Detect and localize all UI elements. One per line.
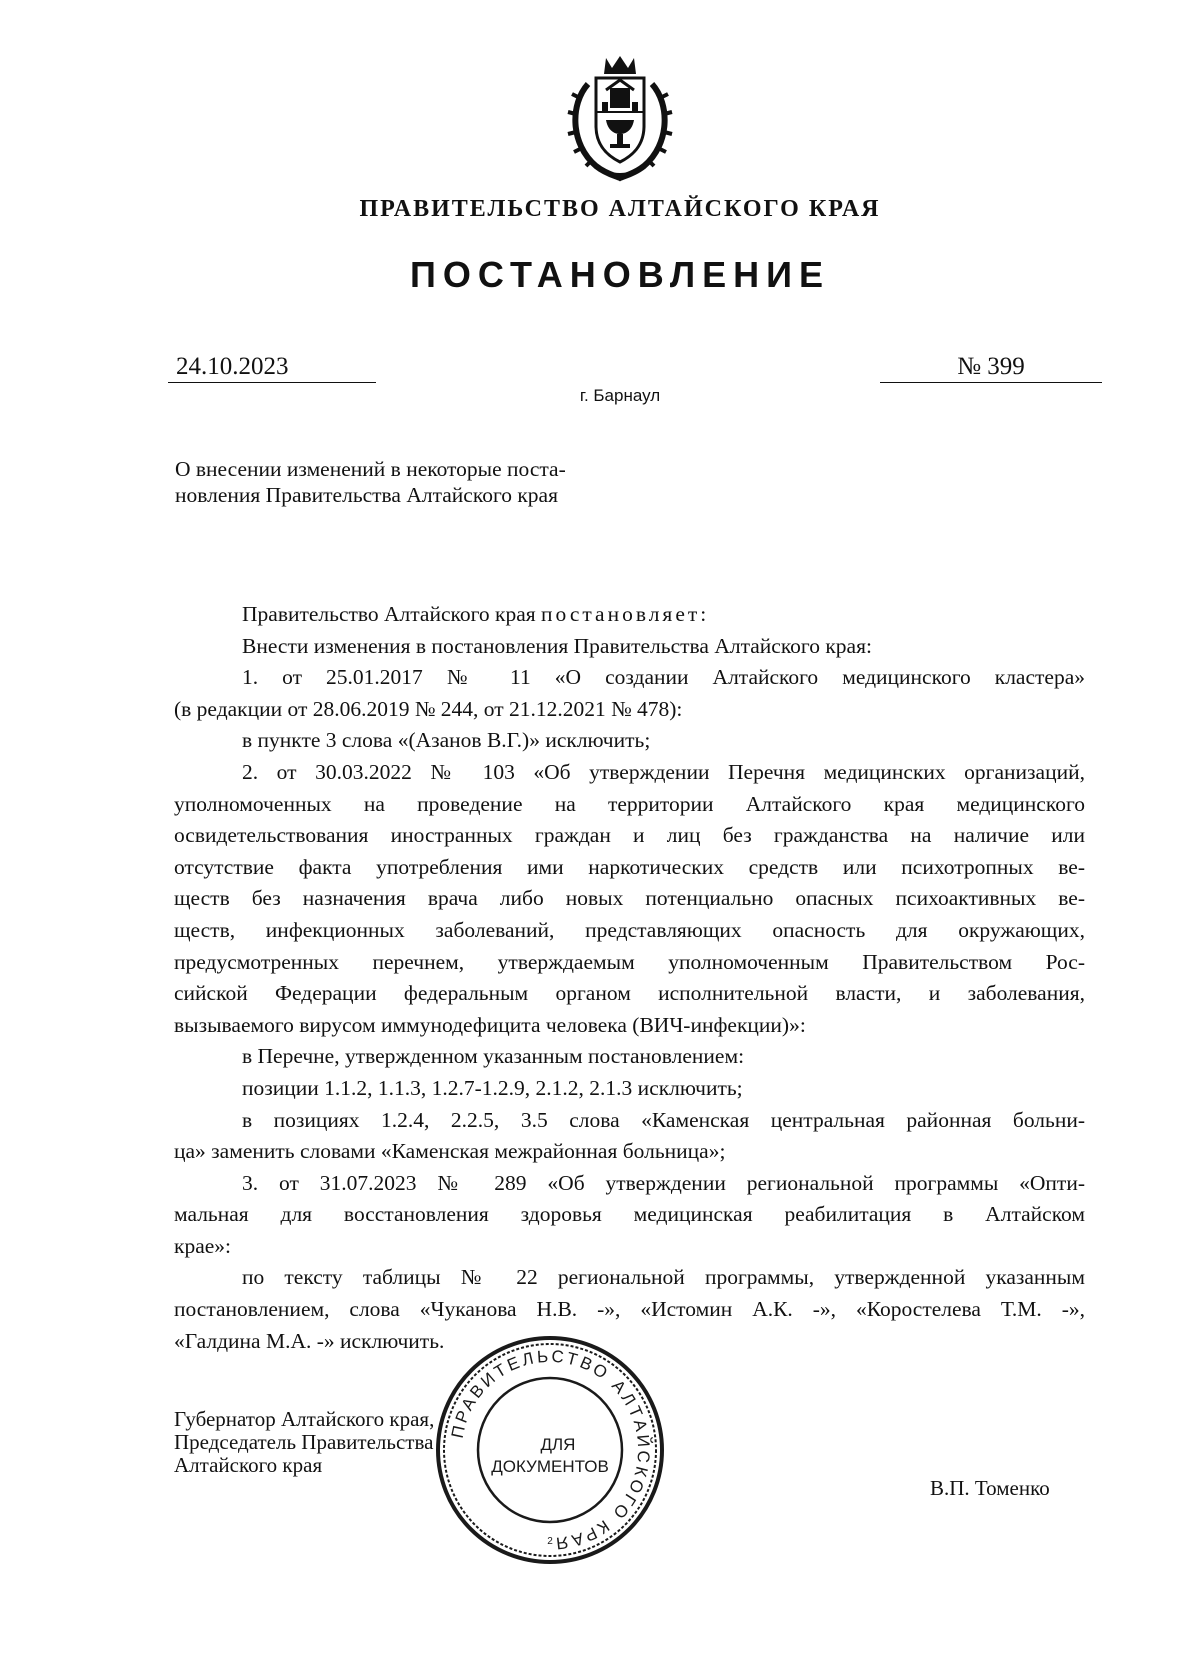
- body-line: сийской Федерации федеральным органом исполнительной власти, и заболевания,: [174, 981, 1085, 1006]
- body-line: в пункте 3 слова «(Азанов В.Г.)» исключить;: [242, 728, 651, 753]
- seal-ring-text: ПРАВИТЕЛЬСТВО АЛТАЙСКОГО КРАЯ: [447, 1346, 654, 1554]
- document-city: г. Барнаул: [579, 386, 661, 405]
- signatory-title-line: Губернатор Алтайского края,: [174, 1407, 435, 1431]
- seal-center-line: ДОКУМЕНТОВ: [491, 1457, 609, 1476]
- body-line: «Галдина М.А. -» исключить.: [174, 1328, 445, 1353]
- resolves-colon: :: [700, 602, 707, 626]
- seal-number: 2: [547, 1536, 553, 1547]
- signatory-title-line: Алтайского края: [174, 1453, 323, 1477]
- body-line: освидетельствования иностранных граждан и лиц без гражданства на наличие или: [174, 823, 1085, 848]
- body-line: в Перечне, утвержденном указанным постановлением:: [242, 1044, 745, 1069]
- body-line: отсутствие факта употребления ими наркотических средств или психотропных ве-: [174, 854, 1085, 879]
- body-line: уполномоченных на проведение на территории Алтайского края медицинского: [174, 791, 1085, 816]
- body-line: ществ, инфекционных заболеваний, представляющих опасность для окружающих,: [174, 917, 1085, 942]
- body-line: постановлением, слова «Чуканова Н.В. -», «Истомин А.К. -», «Коростелева Т.М. -»,: [174, 1297, 1085, 1322]
- subject-line: О внесении изменений в некоторые поста-: [175, 457, 566, 481]
- body-line: 3. от 31.07.2023 № 289 «Об утверждении региональной программы «Опти-: [242, 1170, 1085, 1195]
- body-line: в позициях 1.2.4, 2.2.5, 3.5 слова «Каменская центральная районная больни-: [242, 1107, 1085, 1132]
- official-seal-stamp: [430, 1330, 670, 1570]
- body-line: предусмотренных перечнем, утверждаемым уполномоченным Правительством Рос-: [174, 949, 1085, 974]
- body-line: вызываемого вирусом иммунодефицита человека (ВИЧ-инфекции)»:: [174, 1012, 806, 1037]
- signatory-name: В.П. Томенко: [930, 1476, 1050, 1500]
- resolves-keyword: постановляет: [541, 602, 701, 626]
- document-type: ПОСТАНОВЛЕНИЕ: [410, 254, 830, 295]
- document-number: № 399: [880, 352, 1102, 383]
- document-date: 24.10.2023: [168, 352, 376, 383]
- body-line: ца» заменить словами «Каменская межрайонная больница»;: [174, 1139, 726, 1164]
- body-line: крае»:: [174, 1233, 232, 1258]
- document-body: [174, 599, 1085, 1357]
- body-line: Внести изменения в постановления Правительства Алтайского края:: [242, 633, 872, 658]
- signatory-title-line: Председатель Правительства: [174, 1430, 434, 1454]
- body-line: (в редакции от 28.06.2019 № 244, от 21.12.2021 № 478):: [174, 696, 683, 721]
- signatory-title: [174, 1408, 434, 1477]
- resolves-text: Правительство Алтайского края: [242, 602, 542, 626]
- seal-center-line: ДЛЯ: [540, 1435, 576, 1454]
- organization-name: ПРАВИТЕЛЬСТВО АЛТАЙСКОГО КРАЯ: [359, 196, 881, 222]
- body-line-resolves: [174, 599, 1085, 631]
- coat-of-arms-emblem: [566, 54, 674, 182]
- body-line: позиции 1.1.2, 1.1.3, 1.2.7-1.2.9, 2.1.2, 2.1.3 исключить;: [242, 1075, 743, 1100]
- body-line: 2. от 30.03.2022 № 103 «Об утверждении Перечня медицинских организаций,: [242, 759, 1085, 784]
- body-line: 1. от 25.01.2017 № 11 «О создании Алтайского медицинского кластера»: [242, 665, 1085, 690]
- body-line: мальная для восстановления здоровья медицинская реабилитация в Алтайском: [174, 1202, 1085, 1227]
- subject-line: новления Правительства Алтайского края: [175, 483, 558, 507]
- body-line: по тексту таблицы № 22 региональной программы, утвержденной указанным: [242, 1265, 1085, 1290]
- document-subject: [175, 456, 675, 508]
- body-line: ществ без назначения врача либо новых потенциально опасных психоактивных ве-: [174, 886, 1085, 911]
